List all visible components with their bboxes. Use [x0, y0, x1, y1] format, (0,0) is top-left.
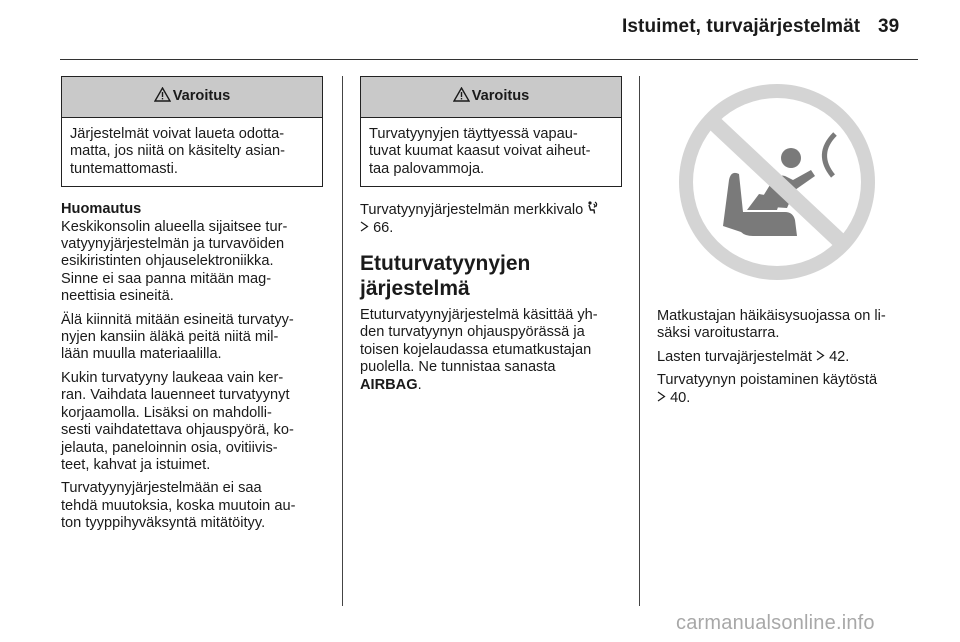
text-line: Etuturvatyynyjärjestelmä käsittää yh-	[360, 307, 598, 324]
warning-triangle-icon	[154, 87, 171, 107]
reference-page: 40.	[670, 389, 691, 406]
text-line: Keskikonsolin alueella sijaitsee tur-	[61, 218, 288, 235]
warning-box	[360, 76, 622, 187]
text-line: tuntemattomasti.	[70, 160, 178, 177]
text-line: neettisia esineitä.	[61, 288, 174, 305]
page-number: 39	[878, 16, 900, 37]
text-line: lään muulla materiaalilla.	[61, 346, 222, 363]
section-title-line: Etuturvatyynyjen	[360, 252, 531, 276]
text-line: Turvatyynyjen täyttyessä vapau-	[369, 126, 578, 142]
column-divider-1	[342, 76, 343, 606]
text-line: nyjen kansiin äläkä peitä niitä mil-	[61, 329, 279, 346]
watermark: carmanualsonline.info	[676, 612, 875, 634]
column-2	[360, 76, 622, 400]
paragraph	[61, 480, 323, 532]
section-title-line: järjestelmä	[360, 277, 470, 301]
text-line: ran. Vaihdata lauenneet turvatyynyt	[61, 387, 290, 404]
text-line: vatyynyjärjestelmän ja turvavöiden	[61, 236, 285, 253]
indicator-paragraph	[360, 201, 622, 237]
text-line: Turvatyynyn poistaminen käytöstä	[657, 372, 878, 389]
warning-title: Varoitus	[172, 88, 231, 105]
warning-box	[61, 76, 323, 187]
reference-page: 42.	[829, 348, 850, 365]
section-title	[360, 251, 622, 301]
text-line: jelauta, paneloinnin osia, ovitiivis-	[61, 439, 278, 456]
column-1	[61, 76, 323, 539]
text-punctuation: .	[417, 376, 422, 393]
page-reference[interactable]	[657, 390, 690, 406]
text-line: ton tyyppihyväksyntä mitätöityy.	[61, 515, 266, 532]
page-reference[interactable]	[816, 349, 849, 365]
text-line: Lasten turvajärjestelmät	[657, 348, 812, 365]
reference-arrow-icon	[657, 390, 670, 406]
header-rule	[60, 59, 918, 60]
text-line: teet, kahvat ja istuimet.	[61, 456, 211, 473]
warning-triangle-icon	[453, 87, 470, 107]
warning-text	[361, 118, 621, 186]
text-line: den turvatyynyn ohjauspyörässä ja	[360, 324, 585, 341]
text-line: Sinne ei saa panna mitään mag-	[61, 270, 272, 287]
page-reference[interactable]	[360, 220, 393, 236]
text-line: Järjestelmät voivat laueta odotta-	[70, 126, 285, 142]
paragraph	[61, 370, 323, 474]
warning-header	[62, 77, 322, 118]
airbag-indicator-icon	[587, 202, 599, 218]
indicator-text: Turvatyynyjärjestelmän merkkivalo	[360, 202, 584, 219]
reference-arrow-icon	[816, 349, 829, 365]
text-line: puolella. Ne tunnistaa sanasta	[360, 359, 556, 376]
reference-page: 66.	[373, 219, 394, 236]
paragraph	[360, 307, 622, 394]
text-line: korjaamolla. Lisäksi on mahdolli-	[61, 404, 272, 421]
note-block	[61, 201, 323, 305]
text-line: Kukin turvatyyny laukeaa vain ker-	[61, 369, 284, 386]
paragraph	[657, 308, 919, 343]
paragraph	[657, 372, 919, 407]
text-line: tuvat kuumat kaasut voivat aiheut-	[369, 143, 591, 160]
airbag-keyword: AIRBAG	[360, 376, 418, 393]
note-title: Huomautus	[61, 201, 142, 218]
text-line: Matkustajan häikäisysuojassa on li-	[657, 308, 886, 324]
reference-arrow-icon	[360, 220, 373, 236]
warning-title: Varoitus	[471, 88, 530, 105]
paragraph	[61, 312, 323, 364]
text-line: toisen kojelaudassa etumatkustajan	[360, 341, 592, 358]
text-line: esikiristinten ohjauselektroniikka.	[61, 253, 274, 270]
page-header-title: Istuimet, turvajärjestelmät	[622, 16, 861, 37]
paragraph	[657, 349, 919, 366]
text-line: tehdä muutoksia, koska muutoin au-	[61, 497, 296, 514]
column-3	[657, 76, 919, 413]
no-child-seat-pictogram	[665, 76, 897, 288]
warning-header	[361, 77, 621, 118]
text-line: matta, jos niitä on käsitelty asian-	[70, 143, 285, 160]
text-line: taa palovammoja.	[369, 160, 485, 177]
warning-text	[62, 118, 322, 186]
column-divider-2	[639, 76, 640, 606]
text-line: Älä kiinnitä mitään esineitä turvatyy-	[61, 311, 294, 328]
text-line: sesti vaihdatettava ohjauspyörä, ko-	[61, 422, 294, 439]
text-line: Turvatyynyjärjestelmään ei saa	[61, 480, 262, 497]
text-line: säksi varoitustarra.	[657, 325, 780, 342]
